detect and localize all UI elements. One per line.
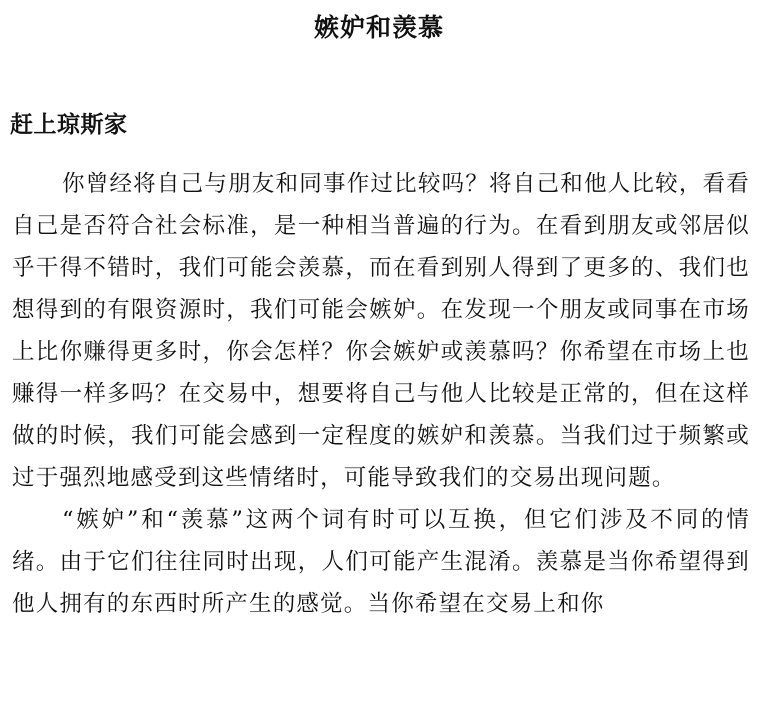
page-title: 嫉妒和羡慕 (313, 13, 444, 42)
body-text (12, 163, 750, 625)
paragraph-2: “嫉妒”和“羡慕”这两个词有时可以互换，但它们涉及不同的情绪。由于它们往往同时出现，人们可能产生混淆。羡慕是当你希望得到他人拥有的东西时所产生的感觉。当你希望在交易上和你 (12, 507, 750, 617)
paragraph-1: 你曾经将自己与朋友和同事作过比较吗？将自己和他人比较，看看自己是否符合社会标准，是一种相当普遍的行为。在看到朋友或邻居似乎干得不错时，我们可能会羡慕，而在看到别人得到了更多的、我们也想得到的有限资源时，我们可能会嫉妒。在发现一个朋友或同事在市场上比你赚得更多时，你会怎样？你会嫉妒或羡慕吗？你希望在市场上也赚得一样多吗？在交易中，想要将自己与他人比较是正常的，但在这样做的时候，我们可能会感到一定程度的嫉妒和羡慕。当我们过于频繁或过于强烈地感受到这些情绪时，可能导致我们的交易出现问题。 (12, 171, 750, 491)
section-heading: 赶上琼斯家 (10, 112, 128, 138)
